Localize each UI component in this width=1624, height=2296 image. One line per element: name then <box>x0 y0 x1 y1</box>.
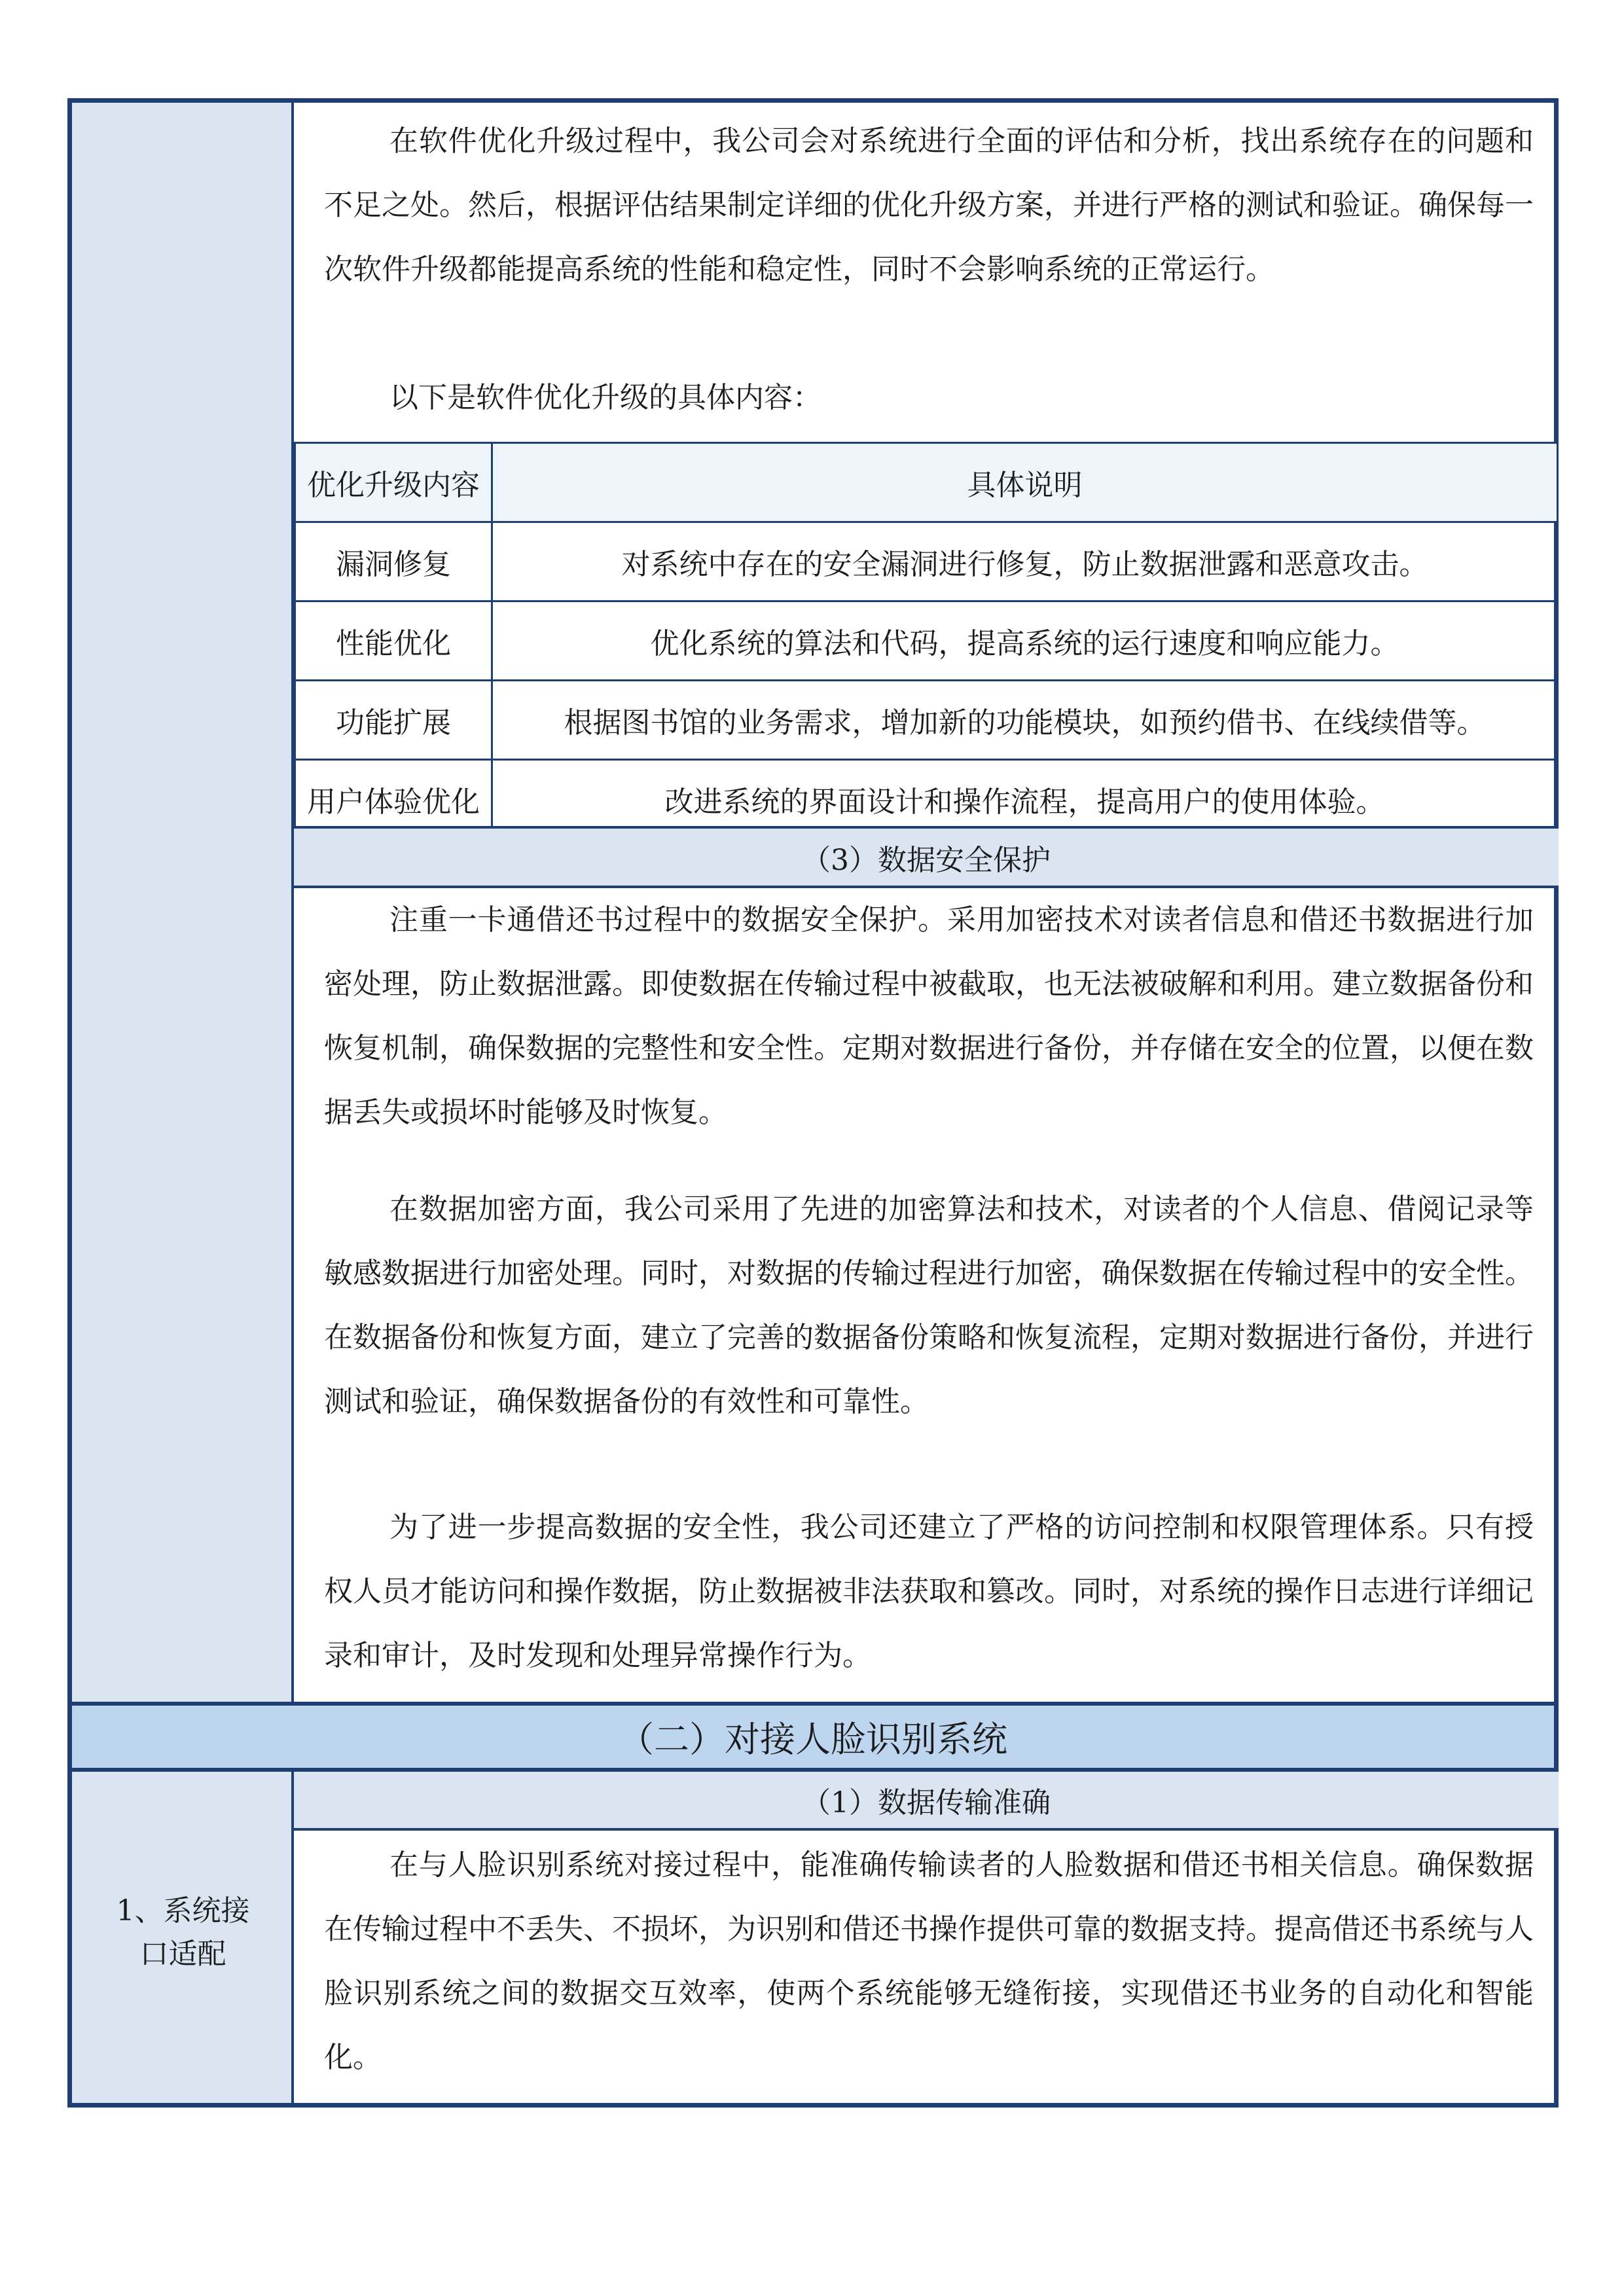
data-security-heading: （3）数据安全保护 <box>294 826 1559 888</box>
table-cell: 用户体验优化 <box>295 760 492 839</box>
left-label-line: 1、系统接 <box>116 1894 250 1928</box>
section-title: （二）对接人脸识别系统 <box>72 1702 1554 1772</box>
paragraph-data-security-2: 在数据加密方面，我公司采用了先进的加密算法和技术，对读者的个人信息、借阅记录等敏感数据进行加密处理。同时，对数据的传输过程进行加密，确保数据在传输过程中的安全性。在数据备份和恢复方面，建立了完善的数据备份策略和恢复流程，定期对数据进行备份，并进行测试和验证，确保数据备份的有效性和可靠性。 <box>324 1193 1534 1418</box>
data-transfer-heading: （1）数据传输准确 <box>294 1772 1559 1831</box>
document-frame <box>67 98 1559 2108</box>
table-cell: 漏洞修复 <box>295 522 492 601</box>
paragraph-upgrade-intro: 以下是软件优化升级的具体内容： <box>389 381 821 414</box>
paragraph-upgrade-process: 在软件优化升级过程中，我公司会对系统进行全面的评估和分析，找出系统存在的问题和不足之处。然后，根据评估结果制定详细的优化升级方案，并进行严格的测试和验证。确保每一次软件升级都能提高系统的性能和稳定性，同时不会影响系统的正常运行。 <box>324 124 1534 286</box>
table-header-row <box>295 443 1558 522</box>
table-cell: 性能优化 <box>295 601 492 681</box>
left-label <box>72 1890 294 1976</box>
table-cell: 根据图书馆的业务需求，增加新的功能模块，如预约借书、在线续借等。 <box>492 681 1558 760</box>
paragraph-data-security-3: 为了进一步提高数据的安全性，我公司还建立了严格的访问控制和权限管理体系。只有授权人员才能访问和操作数据，防止数据被非法获取和篡改。同时，对系统的操作日志进行详细记录和审计，及时发现和处理异常操作行为。 <box>324 1511 1534 1672</box>
table-cell: 优化系统的算法和代码，提高系统的运行速度和响应能力。 <box>492 601 1558 681</box>
table-row <box>295 681 1558 760</box>
paragraph-data-transfer: 在与人脸识别系统对接过程中，能准确传输读者的人脸数据和借还书相关信息。确保数据在传输过程中不丢失、不损坏，为识别和借还书操作提供可靠的数据支持。提高借还书系统与人脸识别系统之间的数据交互效率，使两个系统能够无缝衔接，实现借还书业务的自动化和智能化。 <box>324 1848 1534 2074</box>
table-row <box>295 601 1558 681</box>
table-cell: 对系统中存在的安全漏洞进行修复，防止数据泄露和恶意攻击。 <box>492 522 1558 601</box>
paragraph-data-security-1: 注重一卡通借还书过程中的数据安全保护。采用加密技术对读者信息和借还书数据进行加密处理，防止数据泄露。即使数据在传输过程中被截取，也无法被破解和利用。建立数据备份和恢复机制，确保数据的完整性和安全性。定期对数据进行备份，并存储在安全的位置，以便在数据丢失或损坏时能够及时恢复。 <box>324 903 1534 1129</box>
upgrade-table <box>294 442 1559 840</box>
left-label-line: 口适配 <box>139 1937 226 1971</box>
table-cell: 功能扩展 <box>295 681 492 760</box>
table-cell: 改进系统的界面设计和操作流程，提高用户的使用体验。 <box>492 760 1558 839</box>
left-column-upper <box>72 103 294 1702</box>
table-row <box>295 522 1558 601</box>
table-header-cell: 优化升级内容 <box>295 443 492 522</box>
table-header-cell: 具体说明 <box>492 443 1558 522</box>
